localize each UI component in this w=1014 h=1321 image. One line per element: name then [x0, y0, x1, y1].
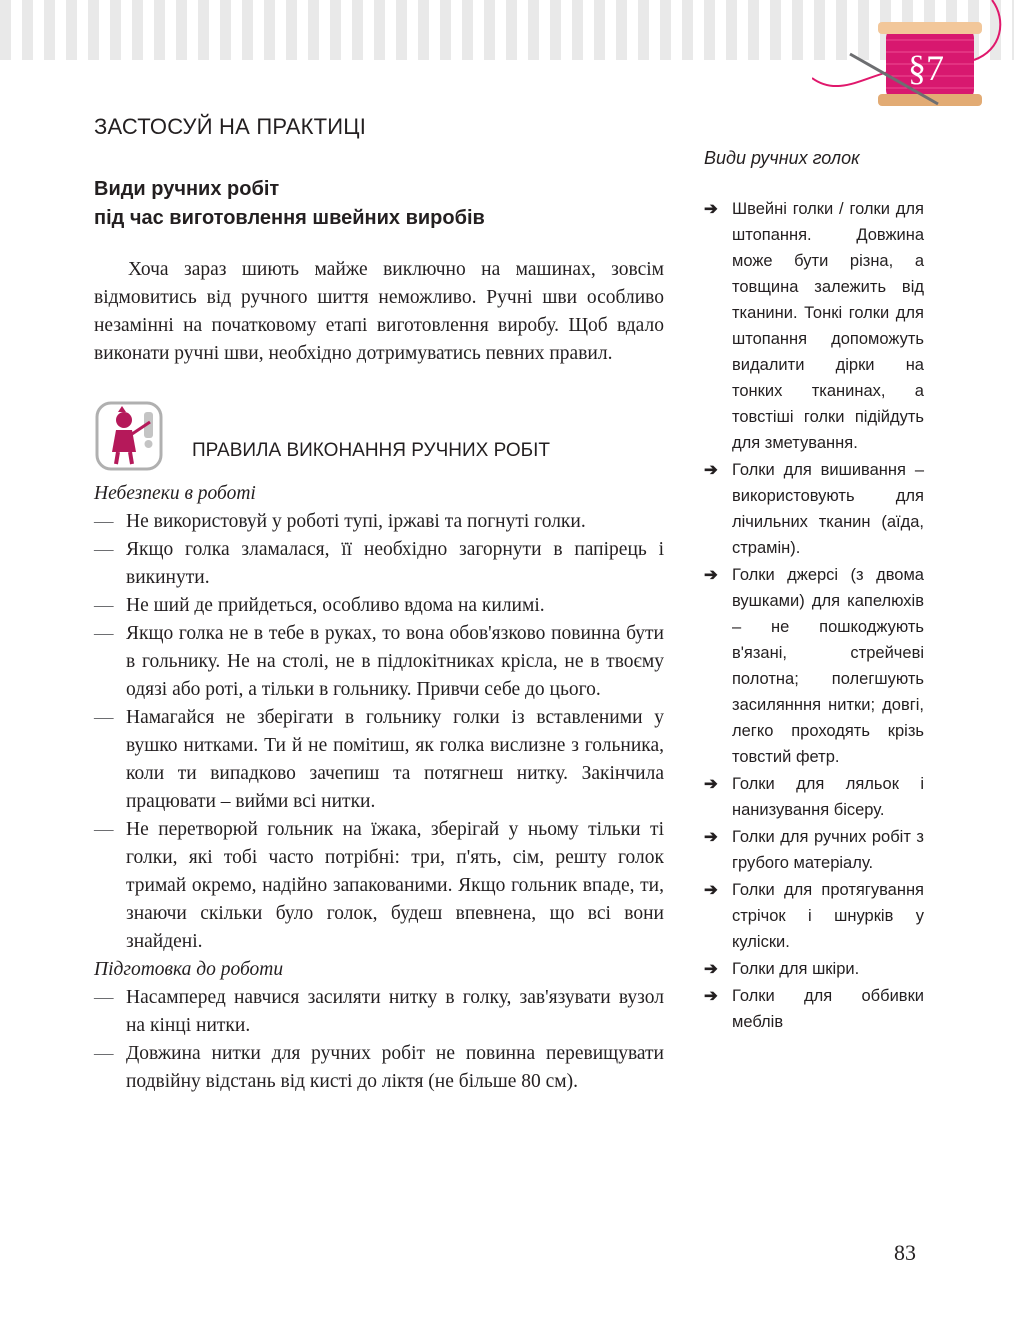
list-item-text: Не перетворюй гольник на їжака, зберігай у ньому тільки ті голки, які тобі часто потрібні: три, п'ять, сім, решту голок тримай окремо, надійно запакованими. Якщо гольник впаде, ти, знаючи скільки було голок, будеш впевнена, що всі вони знайдені. — [126, 819, 664, 952]
sidebar-item — [704, 983, 924, 1035]
sidebar-title: Види ручних голок — [704, 148, 860, 168]
sidebar-item — [704, 562, 924, 770]
arrow-right-icon: ➔ — [704, 881, 718, 899]
arrow-right-icon: ➔ — [704, 566, 718, 584]
dash-marker: — — [94, 819, 114, 840]
list-item-text: Якщо голка не в тебе в руках, то вона обов'язково повинна бути в гольнику. Не на столі, не в підлокітниках крісла, не в твоєму одязі або роті, а тільки в гольнику. Привчи себе до цього. — [126, 623, 664, 700]
sidebar-item-text: Голки для ляльок і нанизування бісеру. — [732, 775, 924, 819]
sidebar-item-text: Голки для оббивки меблів — [732, 987, 924, 1031]
warning-figure-icon — [94, 400, 164, 472]
list-item — [94, 704, 664, 816]
list-item — [94, 536, 664, 592]
section-title-line-2: під час виготовлення швейних виробів — [94, 207, 485, 229]
list-item-text: Довжина нитки для ручних робіт не повинна перевищувати подвійну відстань від кисті до ліктя (не більше 80 см). — [126, 1043, 664, 1092]
dash-marker: — — [94, 1043, 114, 1064]
list-item-text: Намагайся не зберігати в гольнику голки із вставленими у вушко нитками. Ти й не помітиш, як голка вислизне з гольника, коли ти випадково зачепиш та потягнеш нитку. Закінчила працювати – вийми всі нитки. — [126, 707, 664, 812]
dash-marker: — — [94, 539, 114, 560]
page-number: 83 — [894, 1240, 916, 1265]
sidebar-item-text: Голки для ручних робіт з грубого матеріалу. — [732, 828, 924, 872]
arrow-right-icon: ➔ — [704, 200, 718, 218]
sidebar-item — [704, 877, 924, 955]
sidebar-item — [704, 824, 924, 876]
sidebar-item-text: Голки джерсі (з двома вушками) для капелюхів – не пошкоджують в'язані, стрейчеві полотна; полегшують засилянння нитки; довгі, легко проходять крізь товстий фетр. — [732, 566, 924, 766]
arrow-right-icon: ➔ — [704, 987, 718, 1005]
sidebar-item-text: Голки для шкіри. — [732, 960, 860, 978]
needle-types-list — [704, 196, 924, 1036]
rules-content — [94, 480, 664, 1096]
section-title — [94, 175, 614, 233]
dash-marker: — — [94, 987, 114, 1008]
section-badge: §7 — [908, 48, 944, 88]
sidebar-item — [704, 196, 924, 456]
dash-marker: — — [94, 595, 114, 616]
list-item — [94, 816, 664, 956]
sidebar-item-text: Голки для протягування стрічок і шнурків у куліски. — [732, 881, 924, 951]
sidebar-item-text: Швейні голки / голки для штопання. Довжина може бути різна, а товщина залежить від тканини. Тонкі голки для штопання допоможуть видалити дірки на тонких тканинах, а товстіші голки підійдуть для зметування. — [732, 200, 924, 452]
thread-spool-icon — [812, 0, 1014, 110]
list-item-text: Насамперед навчися засиляти нитку в голку, зав'язувати вузол на кінці нитки. — [126, 987, 664, 1036]
arrow-right-icon: ➔ — [704, 960, 718, 978]
list-item — [94, 592, 664, 620]
list-item-text: Не використовуй у роботі тупі, іржаві та погнуті голки. — [126, 511, 586, 532]
rules-heading: ПРАВИЛА ВИКОНАННЯ РУЧНИХ РОБІТ — [192, 440, 550, 461]
sidebar-item — [704, 956, 924, 982]
dash-marker: — — [94, 623, 114, 644]
list-item — [94, 1040, 664, 1096]
dangers-subtitle: Небезпеки в роботі — [94, 483, 256, 504]
sidebar-item — [704, 771, 924, 823]
arrow-right-icon: ➔ — [704, 775, 718, 793]
sidebar-item-text: Голки для вишивання – використовують для лічильних тканин (аїда, страмін). — [732, 461, 924, 557]
list-item — [94, 508, 664, 536]
intro-paragraph: Хоча зараз шиють майже виключно на машинах, зовсім відмовитись від ручного шиття неможливо. Ручні шви особливо незамінні на початковому етапі виготовлення виробу. Щоб вдало виконати ручні шви, необхідно дотримуватись певних правил. — [94, 259, 664, 364]
section-title-line-1: Види ручних робіт — [94, 178, 280, 200]
list-item — [94, 984, 664, 1040]
dash-marker: — — [94, 511, 114, 532]
list-item-text: Якщо голка зламалася, її необхідно загорнути в папірець і викинути. — [126, 539, 664, 588]
sidebar-item — [704, 457, 924, 561]
arrow-right-icon: ➔ — [704, 461, 718, 479]
dash-marker: — — [94, 707, 114, 728]
arrow-right-icon: ➔ — [704, 828, 718, 846]
list-item-text: Не ший де прийдеться, особливо вдома на килимі. — [126, 595, 545, 616]
preparation-subtitle: Підготовка до роботи — [94, 959, 284, 980]
practice-title: ЗАСТОСУЙ НА ПРАКТИЦІ — [94, 114, 367, 139]
list-item — [94, 620, 664, 704]
